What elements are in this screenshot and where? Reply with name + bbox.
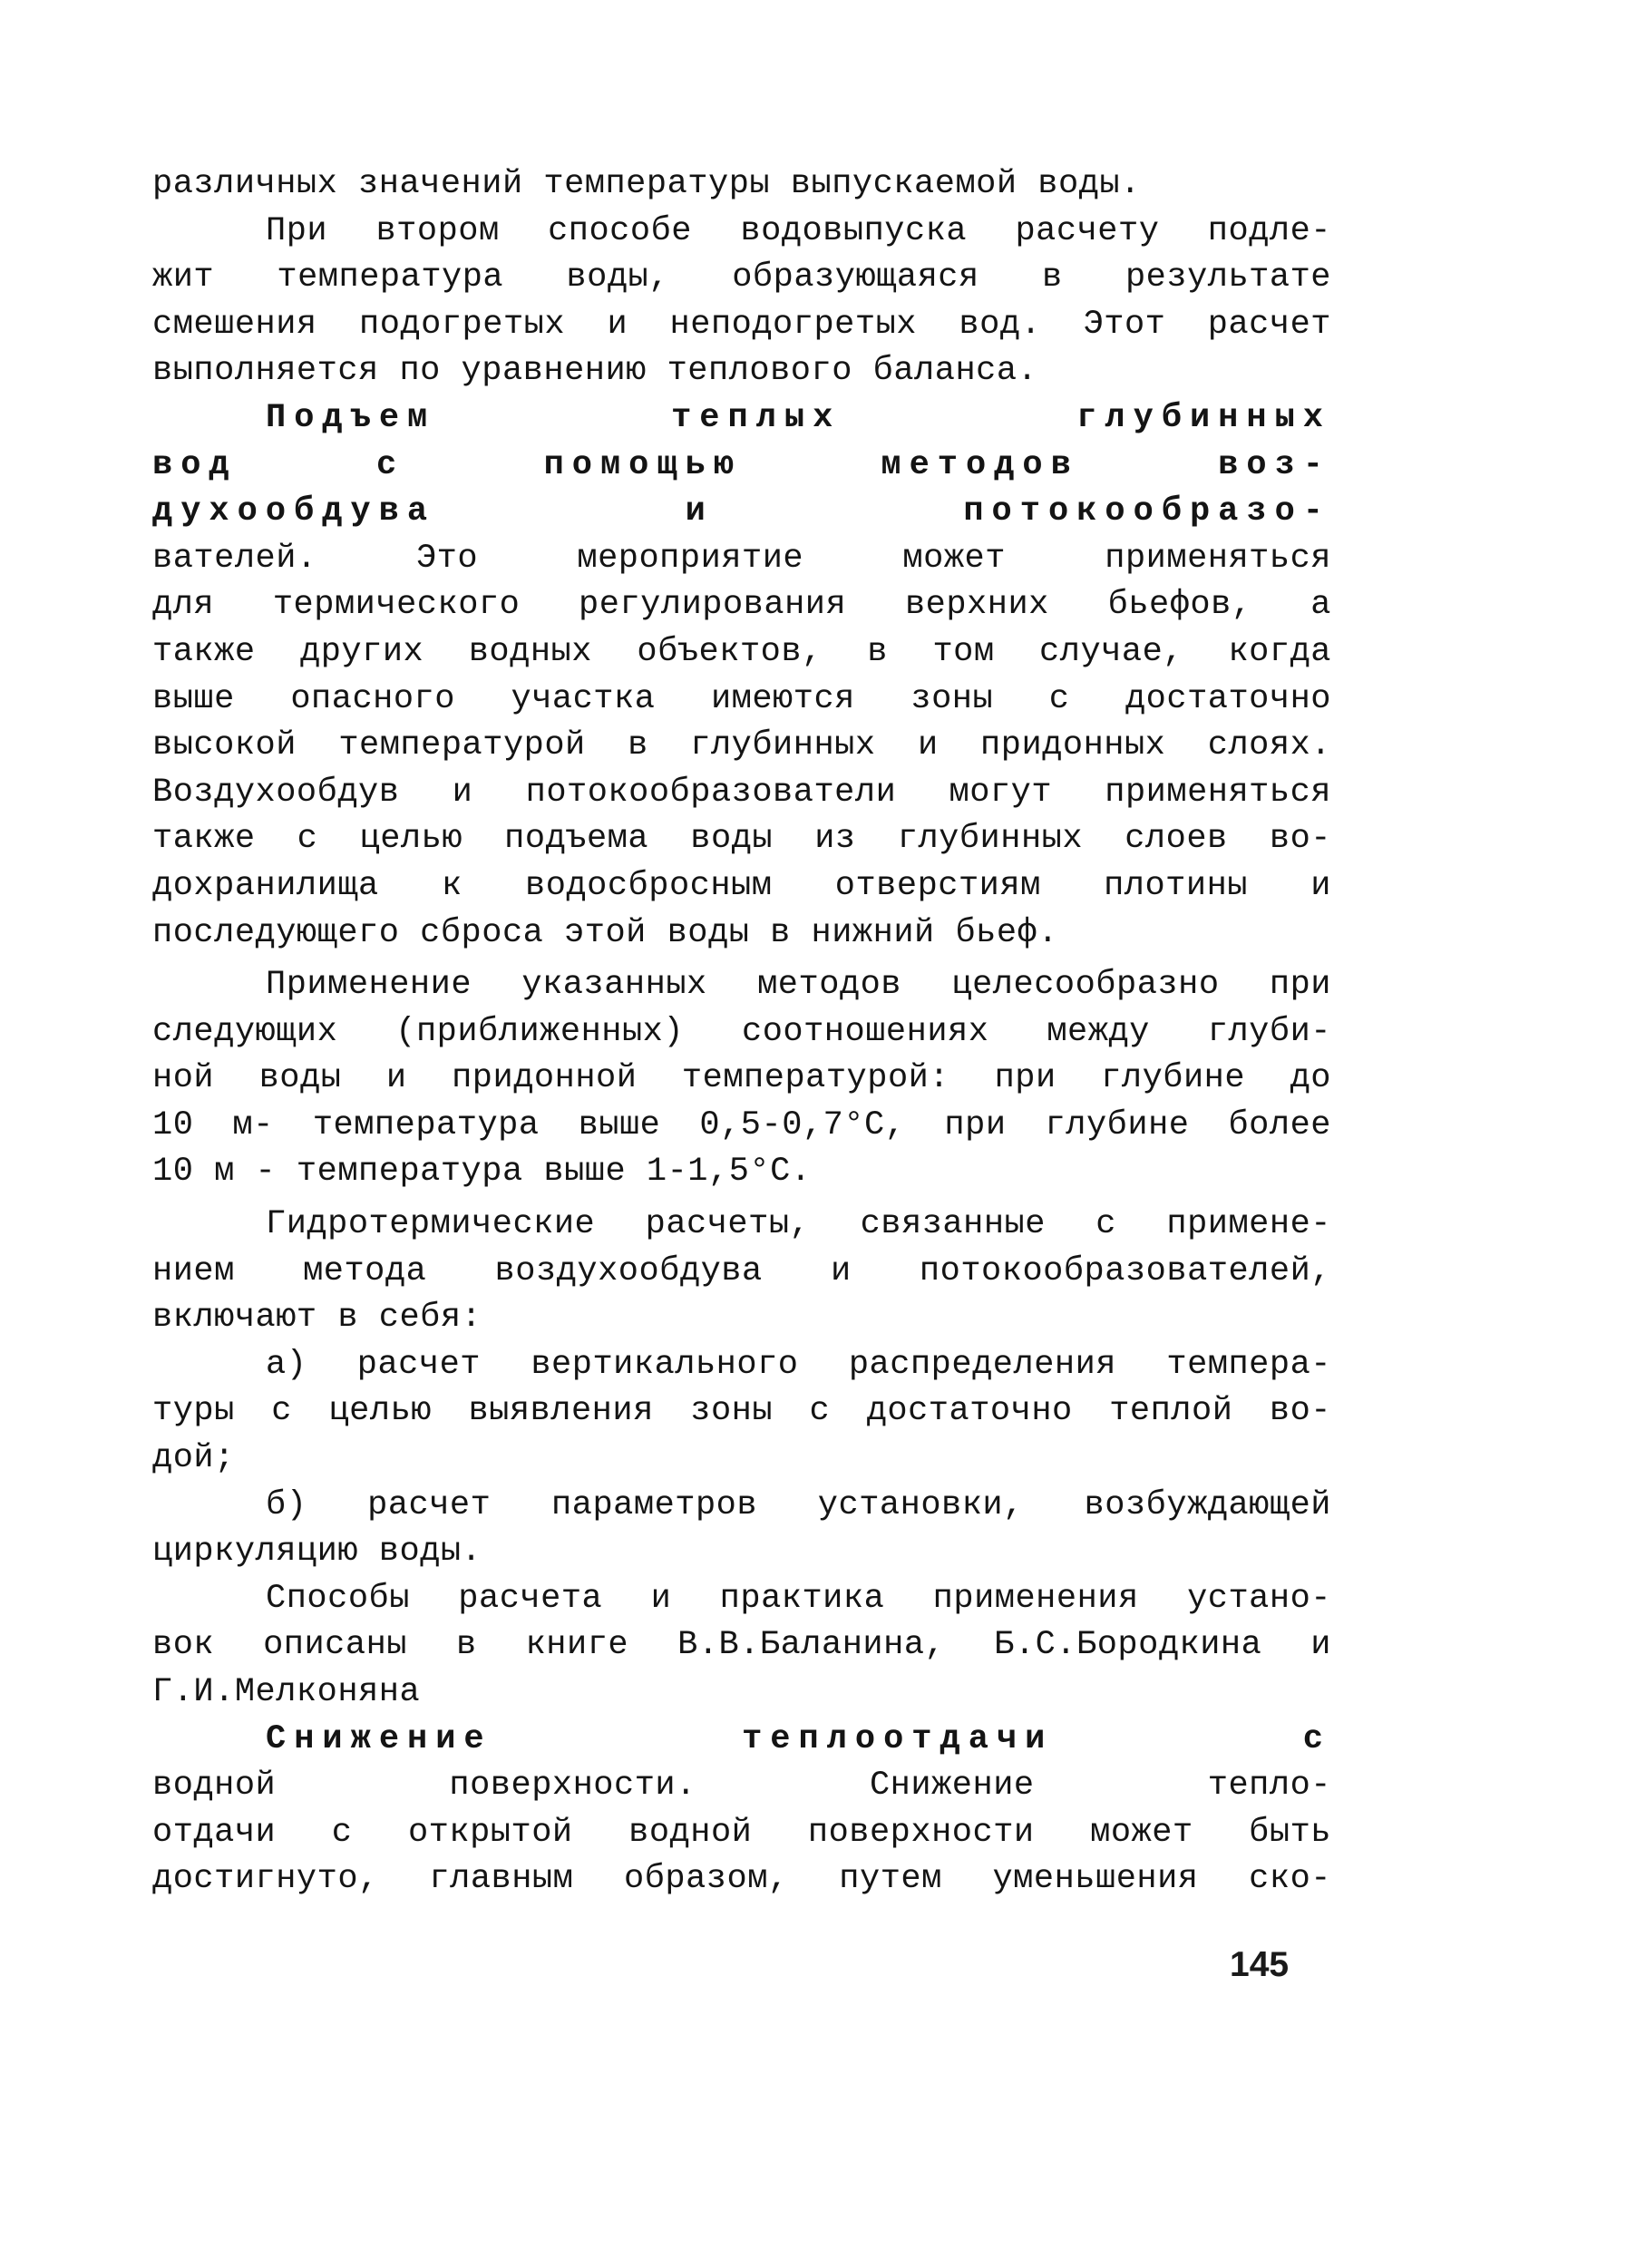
heading-line-3: духообдува и потокообразо- [152,492,1331,531]
text-line-12: выше опасного участка имеются зоны с достаточно [152,679,1331,718]
heading2-line-1: Снижение теплоотдачи с [266,1719,1331,1758]
text-line-13: высокой температурой в глубинных и придонных слоях. [152,726,1331,765]
text-line-25: включают в себя: [152,1299,482,1338]
list-item-b-line-2: циркуляцию воды. [152,1533,482,1572]
list-item-a-line-3: дой; [152,1439,235,1478]
heading2-line-2: водной поверхности. Снижение тепло- [152,1767,1331,1806]
text-line-15: также с целью подъема воды из глубинных слоев во- [152,820,1331,859]
text-line-5: выполняется по уравнению теплового баланса. [152,352,1038,391]
text-line-37: достигнуто, главным образом, путем уменьшения ско- [152,1860,1331,1899]
heading-line-1: Подъем теплых глубинных [266,398,1331,437]
list-item-a-line-2: туры с целью выявления зоны с достаточно теплой во- [152,1392,1331,1431]
list-item-a-line-1: а) расчет вертикального распределения темпера- [266,1345,1331,1384]
text-line-11: также других водных объектов, в том случае, когда [152,632,1331,671]
text-line-3: жит температура воды, образующаяся в результате [152,258,1331,297]
text-line-33: Г.И.Мелконяна [152,1673,421,1711]
text-line-16: дохранилища к водосбросным отверстиям плотины и [152,866,1331,905]
text-line-20: ной воды и придонной температурой: при глубине до [152,1059,1331,1098]
text-line-32: вок описаны в книге В.В.Баланина, Б.С.Бородкина и [152,1626,1331,1665]
text-line-1: различных значений температуры выпускаемой воды. [152,165,1141,203]
text-line-2: При втором способе водовыпуска расчету подле- [266,211,1331,250]
text-line-4: смешения подогретых и неподогретых вод. Этот расчет [152,305,1331,344]
text-line-24: нием метода воздухообдува и потокообразователей, [152,1251,1331,1290]
text-line-9: вателей. Это мероприятие может применяться [152,539,1331,578]
text-line-22: 10 м - температура выше 1-1,5°С. [152,1153,812,1192]
text-line-19: следующих (приближенных) соотношениях между глуби- [152,1012,1331,1051]
text-line-10: для термического регулирования верхних бьефов, а [152,586,1331,625]
text-line-36: отдачи с открытой водной поверхности может быть [152,1813,1331,1852]
text-line-14: Воздухообдув и потокообразователи могут применяться [152,773,1331,812]
page-number: 145 [1230,1945,1290,1984]
text-line-18: Применение указанных методов целесообразно при [266,966,1331,1005]
list-item-b-line-1: б) расчет параметров установки, возбуждающей [266,1485,1331,1524]
text-line-21: 10 м- температура выше 0,5-0,7°С, при глубине более [152,1105,1331,1144]
text-line-31: Способы расчета и практика применения устано- [266,1579,1331,1618]
heading-line-2: вод с помощью методов воз- [152,445,1331,484]
body-text [152,161,1331,1903]
text-line-17: последующего сброса этой воды в нижний бьеф. [152,913,1058,952]
text-line-23: Гидротермические расчеты, связанные с примене- [266,1205,1331,1244]
